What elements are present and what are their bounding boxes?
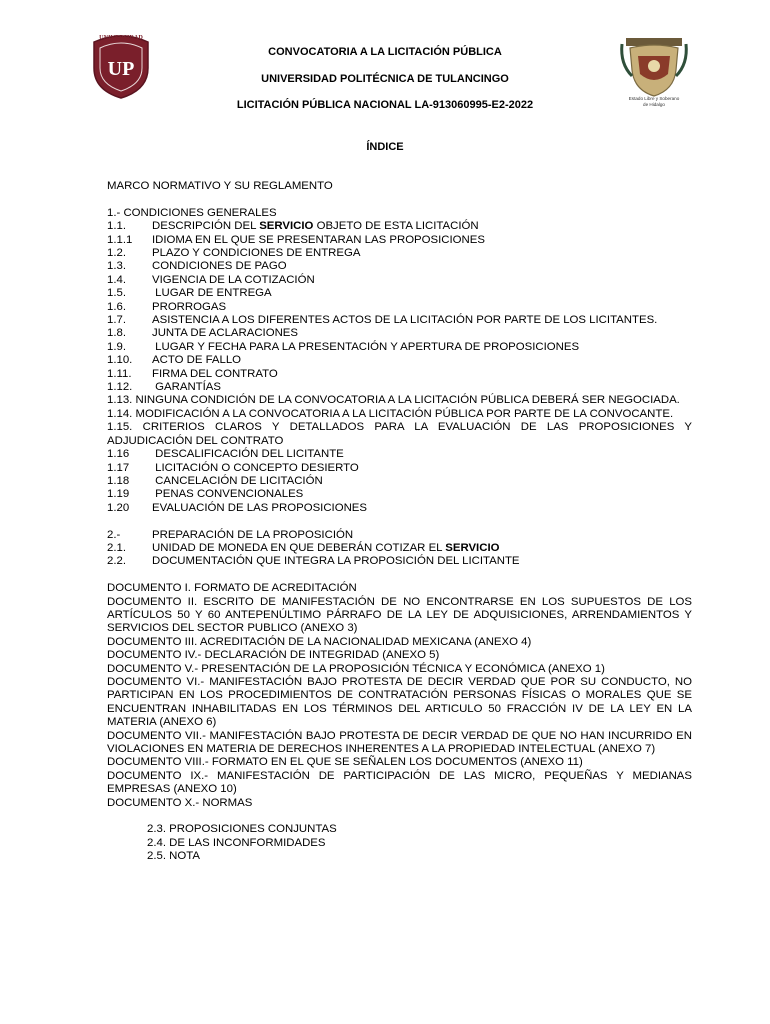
list-item <box>107 260 692 273</box>
list-item <box>107 327 692 340</box>
list-item <box>107 381 692 394</box>
item-number: 1.10. <box>107 354 133 367</box>
item-number: 1.20 <box>107 501 130 514</box>
index-title: ÍNDICE <box>366 141 404 153</box>
item-number: 1.19 <box>107 488 130 501</box>
header-title-3: LICITACIÓN PÚBLICA NACIONAL LA-913060995-E2-2022 <box>236 99 534 111</box>
list-item <box>107 274 692 287</box>
list-item <box>107 462 692 475</box>
item-label: CANCELACIÓN DE LICITACIÓN <box>152 474 323 487</box>
list-item <box>107 448 692 461</box>
item-number: 1.3. <box>107 260 126 273</box>
item-2-1-number: 2.1. <box>107 541 126 554</box>
item-number: 1.8. <box>107 327 126 340</box>
item-label: FIRMA DEL CONTRATO <box>152 367 278 380</box>
item-2-1-label: UNIDAD DE MONEDA EN QUE DEBERÁN COTIZAR EL SERVICIO <box>152 541 500 554</box>
section-1-list <box>107 220 692 394</box>
document-item: DOCUMENTO III. ACREDITACIÓN DE LA NACIONALIDAD MEXICANA (ANEXO 4) <box>107 635 532 648</box>
item-number: 1.12. <box>107 381 133 394</box>
item-label: LUGAR Y FECHA PARA LA PRESENTACIÓN Y APERTURA DE PROPOSICIONES <box>152 340 580 353</box>
item-number: 1.11. <box>107 367 132 380</box>
item-label: LICITACIÓN O CONCEPTO DESIERTO <box>152 461 359 474</box>
index-body <box>107 180 692 864</box>
item-label: VIGENCIA DE LA COTIZACIÓN <box>152 273 315 286</box>
state-caption-line-1: Estado Libre y Soberano <box>628 96 680 101</box>
section-1-title: 1.- CONDICIONES GENERALES <box>107 206 277 219</box>
document-item: DOCUMENTO V.- PRESENTACIÓN DE LA PROPOSICIÓN TÉCNICA Y ECONÓMICA (ANEXO 1) <box>107 662 605 675</box>
final-item: 2.3. PROPOSICIONES CONJUNTAS <box>147 823 337 836</box>
item-number: 1.1.1 <box>107 233 133 246</box>
final-item: 2.4. DE LAS INCONFORMIDADES <box>147 836 326 849</box>
section-1-list-b <box>107 448 692 515</box>
document-item: DOCUMENTO VII.- MANIFESTACIÓN BAJO PROTESTA DE DECIR VERDAD DE QUE NO HAN INCURRIDO EN VIOLACIONES EN MATERIA DE DERECHOS INHERENTES A LA PROPIEDAD INTELECTUAL (ANEXO 7) <box>107 729 692 756</box>
list-item <box>107 488 692 501</box>
list-item <box>107 301 692 314</box>
list-item <box>107 341 692 354</box>
list-item <box>107 314 692 327</box>
item-1-15: 1.15. CRITERIOS CLAROS Y DETALLADOS PARA LA EVALUACIÓN DE LAS PROPOSICIONES Y ADJUDICACIÓN DEL CONTRATO <box>107 421 692 447</box>
item-label: IDIOMA EN EL QUE SE PRESENTARAN LAS PROPOSICIONES <box>152 233 485 246</box>
item-2-2 <box>107 555 692 568</box>
item-label: PLAZO Y CONDICIONES DE ENTREGA <box>152 247 361 260</box>
item-number: 1.18 <box>107 474 130 487</box>
document-item: DOCUMENTO IX.- MANIFESTACIÓN DE PARTICIPACIÓN DE LAS MICRO, PEQUEÑAS Y MEDIANAS EMPRESAS (ANEXO 10) <box>107 769 692 796</box>
item-2-2-label: DOCUMENTACIÓN QUE INTEGRA LA PROPOSICIÓN DEL LICITANTE <box>152 555 520 568</box>
item-number: 1.4. <box>107 273 126 286</box>
list-item <box>107 368 692 381</box>
list-item <box>107 234 692 247</box>
item-label: DESCRIPCIÓN DEL SERVICIO OBJETO DE ESTA LICITACIÓN <box>152 220 479 233</box>
logo-left-text: UNIVERSIDAD <box>99 34 143 41</box>
section-2-title <box>107 529 692 542</box>
item-number: 1.7. <box>107 314 126 327</box>
item-label: ASISTENCIA A LOS DIFERENTES ACTOS DE LA LICITACIÓN POR PARTE DE LOS LICITANTES. <box>152 314 658 327</box>
university-logo <box>88 28 154 100</box>
item-2-1 <box>107 542 692 555</box>
final-items-list <box>107 823 692 863</box>
item-label: DESCALIFICACIÓN DEL LICITANTE <box>152 448 344 461</box>
item-label: PRORROGAS <box>152 300 227 313</box>
item-1-14: 1.14. MODIFICACIÓN A LA CONVOCATORIA A LA LICITACIÓN PÚBLICA POR PARTE DE LA CONVOCANTE. <box>107 407 674 420</box>
document-item: DOCUMENTO VI.- MANIFESTACIÓN BAJO PROTESTA DE DECIR VERDAD QUE POR SU CONDUCTO, NO PARTICIPAN EN LOS PROCEDIMIENTOS DE CONTRATACIÓN PERSONAS FÍSICAS O MORALES QUE SE ENCUENTRAN INHABILITADAS EN LOS TÉRMINOS DEL ARTICULO 50 FRACCIÓN IV DE LA LEY EN LA MATERIA (ANEXO 6) <box>107 675 692 729</box>
marco-normativo: MARCO NORMATIVO Y SU REGLAMENTO <box>107 180 333 192</box>
item-label: JUNTA DE ACLARACIONES <box>152 327 299 340</box>
logo-left-mark: UP <box>107 58 135 80</box>
document-item: DOCUMENTO IV.- DECLARACIÓN DE INTEGRIDAD (ANEXO 5) <box>107 649 440 662</box>
item-number: 1.5. <box>107 287 126 300</box>
section-2-number: 2.- <box>107 528 121 541</box>
documents-list <box>107 582 692 810</box>
item-label: CONDICIONES DE PAGO <box>152 260 287 273</box>
item-label: PENAS CONVENCIONALES <box>152 488 304 501</box>
section-2-label: PREPARACIÓN DE LA PROPOSICIÓN <box>152 528 354 541</box>
item-number: 1.9. <box>107 340 126 353</box>
list-item <box>107 475 692 488</box>
header-title-2: UNIVERSIDAD POLITÉCNICA DE TULANCINGO <box>261 73 509 85</box>
item-2-2-number: 2.2. <box>107 555 126 568</box>
document-item: DOCUMENTO II. ESCRITO DE MANIFESTACIÓN DE NO ENCONTRARSE EN LOS SUPUESTOS DE LOS ARTÍCULOS 50 Y 60 ANTEPENÚLTIMO PÁRRAFO DE LA LEY DE ADQUISICIONES, ARRENDAMIENTOS Y SERVICIOS DEL SECTOR PUBLICO (ANEXO 3) <box>107 595 692 635</box>
list-item <box>107 220 692 233</box>
item-number: 1.2. <box>107 247 126 260</box>
item-number: 1.16 <box>107 448 130 461</box>
item-1-13: 1.13. NINGUNA CONDICIÓN DE LA CONVOCATORIA A LA LICITACIÓN PÚBLICA DEBERÁ SER NEGOCIADA. <box>107 394 680 407</box>
list-item <box>107 502 692 515</box>
item-label: GARANTÍAS <box>152 381 221 394</box>
document-item: DOCUMENTO X.- NORMAS <box>107 796 253 809</box>
header-title-1: CONVOCATORIA A LA LICITACIÓN PÚBLICA <box>268 46 502 58</box>
document-item: DOCUMENTO VIII.- FORMATO EN EL QUE SE SEÑALEN LOS DOCUMENTOS (ANEXO 11) <box>107 756 583 769</box>
list-item <box>107 287 692 300</box>
final-item: 2.5. NOTA <box>147 850 200 863</box>
item-number: 1.1. <box>107 220 126 233</box>
item-label: ACTO DE FALLO <box>152 354 242 367</box>
item-number: 1.17 <box>107 461 130 474</box>
state-caption-line-2: de Hidalgo <box>643 102 665 107</box>
item-number: 1.6. <box>107 300 126 313</box>
item-label: LUGAR DE ENTREGA <box>152 287 272 300</box>
document-item: DOCUMENTO I. FORMATO DE ACREDITACIÓN <box>107 582 357 595</box>
item-label: EVALUACIÓN DE LAS PROPOSICIONES <box>152 501 368 514</box>
list-item <box>107 247 692 260</box>
list-item <box>107 354 692 367</box>
